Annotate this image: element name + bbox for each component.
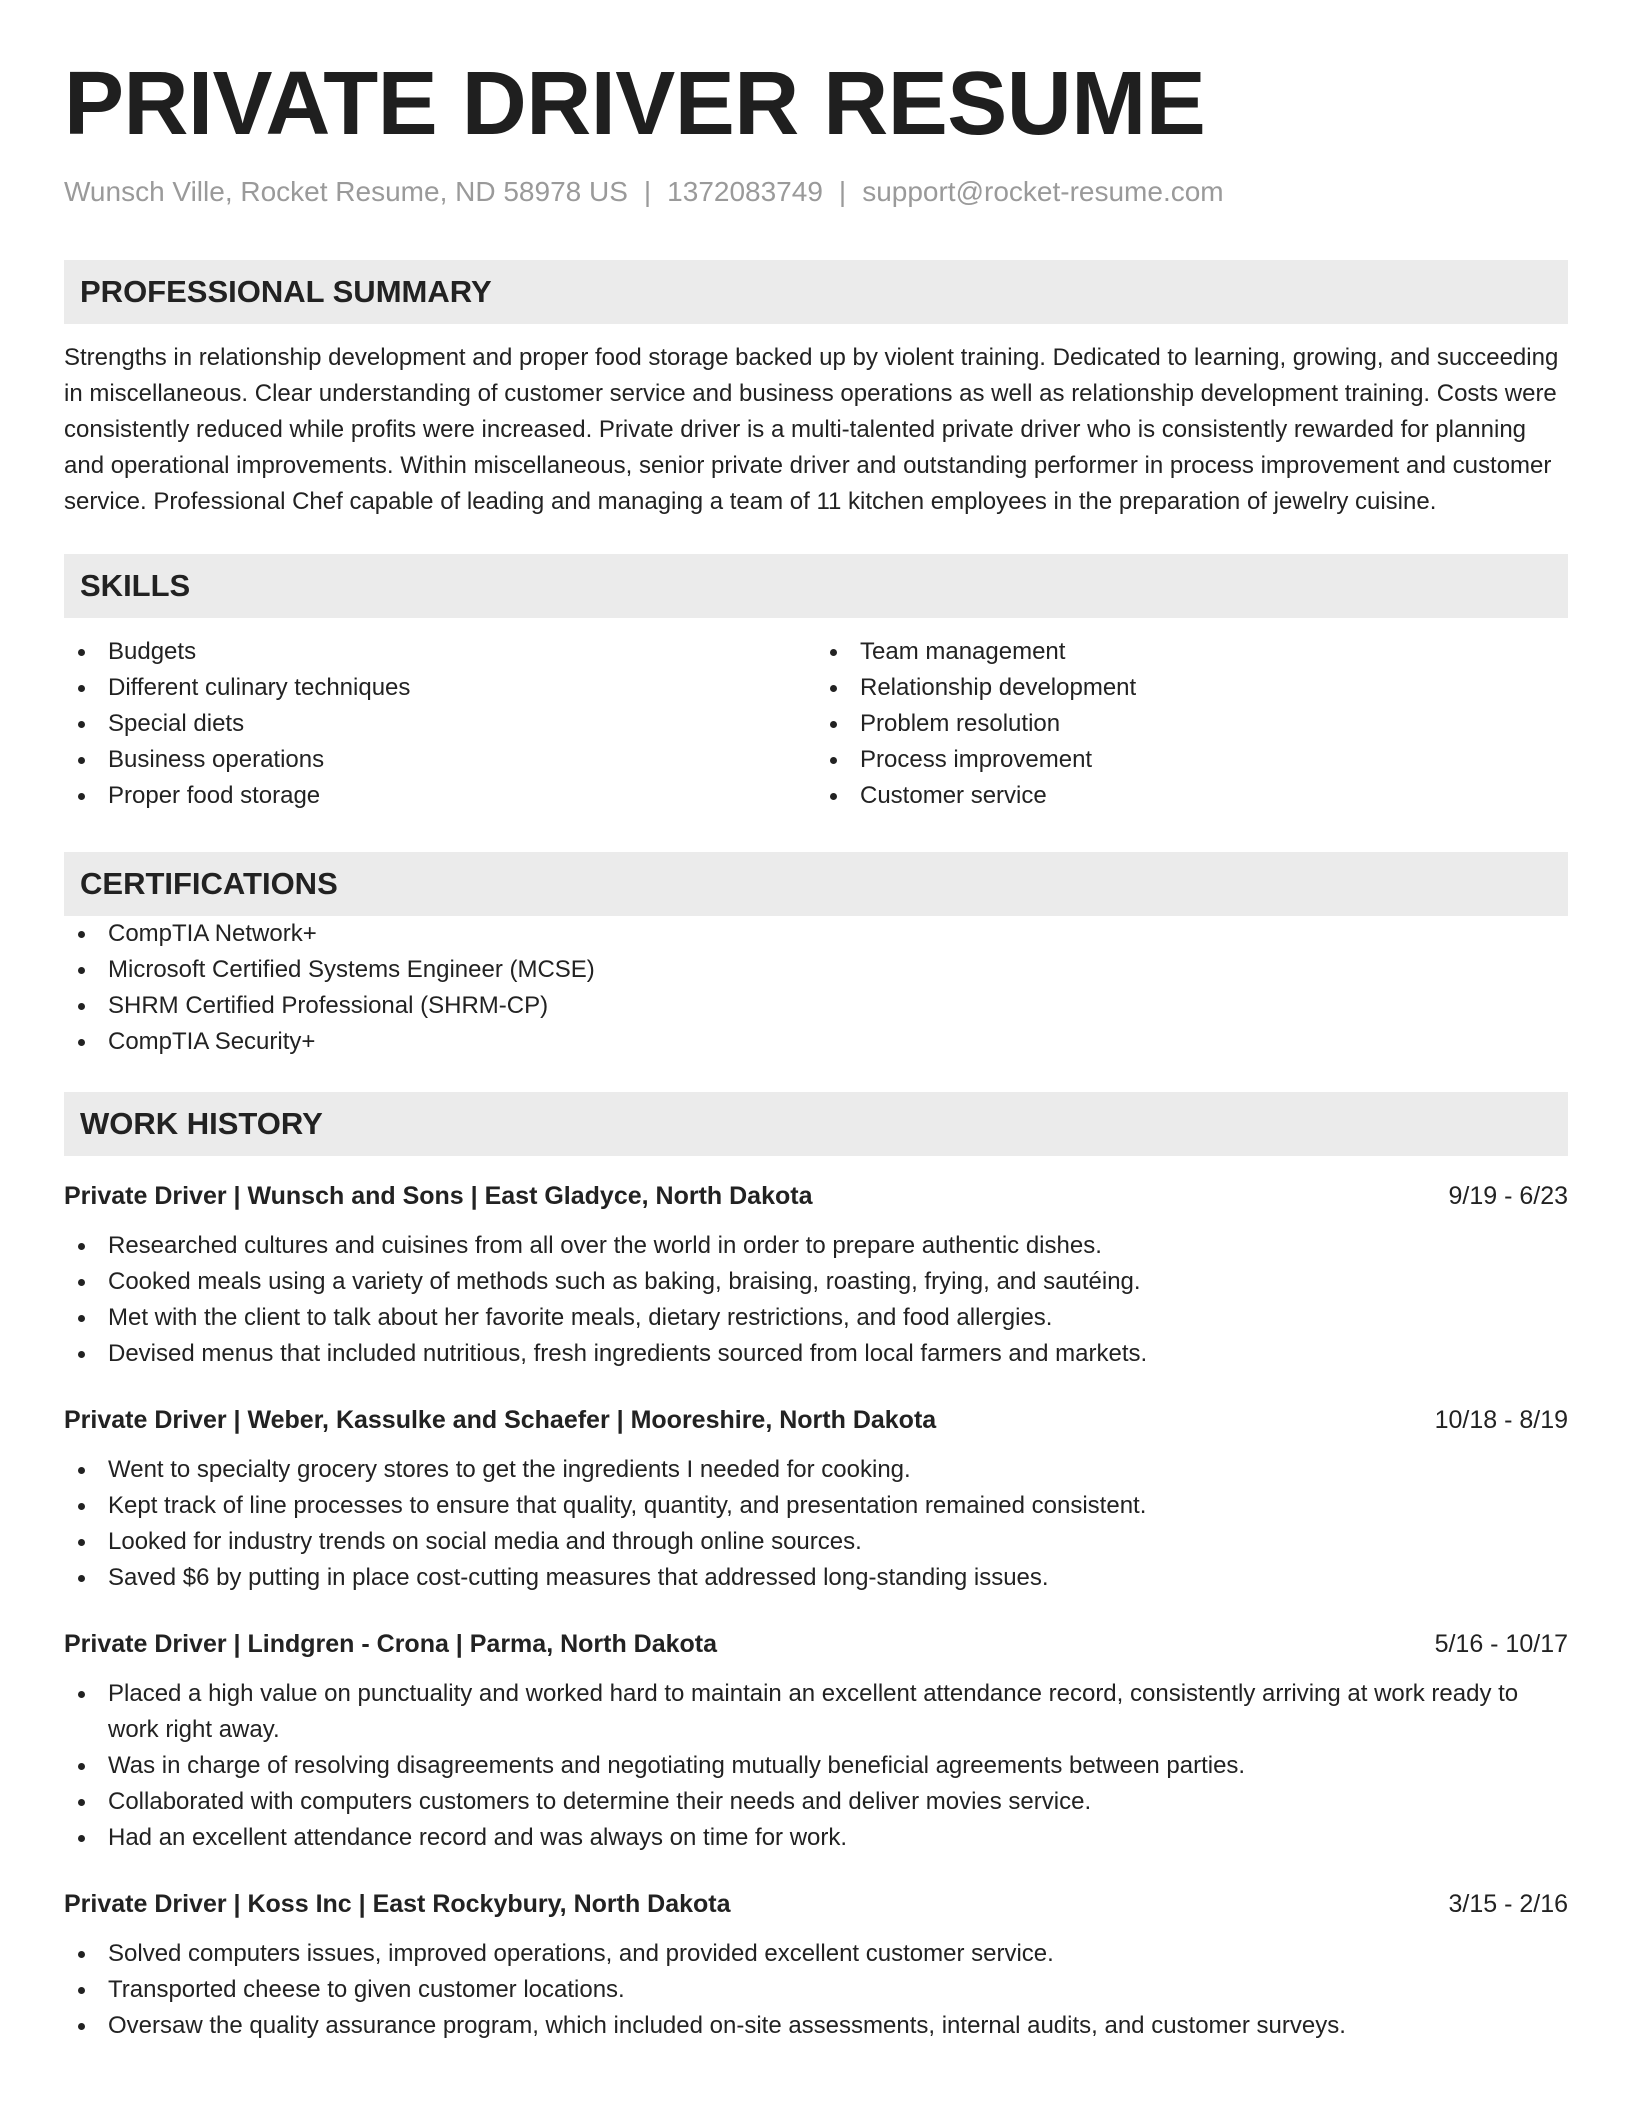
contact-separator: | [643,176,652,207]
certifications-list [64,916,1568,1060]
section-heading-work-history: WORK HISTORY [64,1092,1568,1156]
certification-item: CompTIA Security+ [64,1024,1568,1060]
skill-item: Budgets [64,634,816,670]
contact-email: support@rocket-resume.com [862,176,1224,207]
job-dates: 5/16 - 10/17 [1434,1630,1568,1658]
skill-item: Proper food storage [64,778,816,814]
job-header [64,1626,1568,1662]
resume-title: PRIVATE DRIVER RESUME [64,54,1206,154]
job-bullet: Placed a high value on punctuality and worked hard to maintain an excellent attendance record, consistently arriving at work ready to work right away. [64,1676,1568,1748]
skills-list-right [816,634,1568,814]
skill-item: Business operations [64,742,816,778]
job-entry [64,1178,1568,1372]
job-bullet: Cooked meals using a variety of methods such as baking, braising, roasting, frying, and sautéing. [64,1264,1568,1300]
job-bullet: Researched cultures and cuisines from all over the world in order to prepare authentic dishes. [64,1228,1568,1264]
contact-phone: 1372083749 [667,176,823,207]
job-dates: 3/15 - 2/16 [1448,1890,1568,1918]
certification-item: CompTIA Network+ [64,916,1568,952]
job-bullet: Had an excellent attendance record and was always on time for work. [64,1820,1568,1856]
job-bullets [64,1452,1568,1596]
job-dates: 10/18 - 8/19 [1434,1406,1568,1434]
job-title: Private Driver | Wunsch and Sons | East Gladyce, North Dakota [64,1182,813,1210]
job-bullets [64,1676,1568,1856]
job-title: Private Driver | Koss Inc | East Rockybury, North Dakota [64,1890,731,1918]
contact-address: Wunsch Ville, Rocket Resume, ND 58978 US [64,176,628,207]
skill-item: Process improvement [816,742,1568,778]
summary-text: Strengths in relationship development and proper food storage backed up by violent training. Dedicated to learning, growing, and succeeding in miscellaneous. Clear understanding of customer service and business operations as well as relationship development training. Costs were consistently reduced while profits were increased. Private driver is a multi-talented private driver who is consistently rewarded for planning and operational improvements. Within miscellaneous, senior private driver and outstanding performer in process improvement and customer service. Professional Chef capable of leading and managing a team of 11 kitchen employees in the preparation of jewelry cuisine. [64,344,1559,515]
skill-item: Problem resolution [816,706,1568,742]
job-bullet: Collaborated with computers customers to determine their needs and deliver movies service. [64,1784,1568,1820]
skill-item: Relationship development [816,670,1568,706]
job-title: Private Driver | Weber, Kassulke and Schaefer | Mooreshire, North Dakota [64,1406,937,1434]
job-header [64,1886,1568,1922]
job-entry [64,1626,1568,1856]
skill-item: Special diets [64,706,816,742]
contact-line [64,174,1568,210]
job-header [64,1402,1568,1438]
job-bullet: Looked for industry trends on social media and through online sources. [64,1524,1568,1560]
job-entry [64,1402,1568,1596]
job-bullet: Solved computers issues, improved operations, and provided excellent customer service. [64,1936,1568,1972]
skill-item: Customer service [816,778,1568,814]
section-heading-skills: SKILLS [64,554,1568,618]
job-bullet: Saved $6 by putting in place cost-cutting measures that addressed long-standing issues. [64,1560,1568,1596]
job-bullets [64,1936,1568,2044]
job-bullet: Went to specialty grocery stores to get the ingredients I needed for cooking. [64,1452,1568,1488]
job-title: Private Driver | Lindgren - Crona | Parma, North Dakota [64,1630,718,1658]
contact-separator: | [838,176,847,207]
job-bullet: Devised menus that included nutritious, fresh ingredients sourced from local farmers and markets. [64,1336,1568,1372]
job-header [64,1178,1568,1214]
job-dates: 9/19 - 6/23 [1448,1182,1568,1210]
certification-item: SHRM Certified Professional (SHRM-CP) [64,988,1568,1024]
skill-item: Different culinary techniques [64,670,816,706]
skills-list-left [64,634,816,814]
skills-columns [64,634,1568,814]
section-heading-certifications: CERTIFICATIONS [64,852,1568,916]
job-bullet: Transported cheese to given customer locations. [64,1972,1568,2008]
certification-item: Microsoft Certified Systems Engineer (MCSE) [64,952,1568,988]
job-entry [64,1886,1568,2044]
job-bullets [64,1228,1568,1372]
job-bullet: Kept track of line processes to ensure that quality, quantity, and presentation remained consistent. [64,1488,1568,1524]
job-bullet: Met with the client to talk about her favorite meals, dietary restrictions, and food allergies. [64,1300,1568,1336]
skill-item: Team management [816,634,1568,670]
section-heading-summary: PROFESSIONAL SUMMARY [64,260,1568,324]
job-bullet: Oversaw the quality assurance program, which included on-site assessments, internal audits, and customer surveys. [64,2008,1568,2044]
job-bullet: Was in charge of resolving disagreements and negotiating mutually beneficial agreements between parties. [64,1748,1568,1784]
